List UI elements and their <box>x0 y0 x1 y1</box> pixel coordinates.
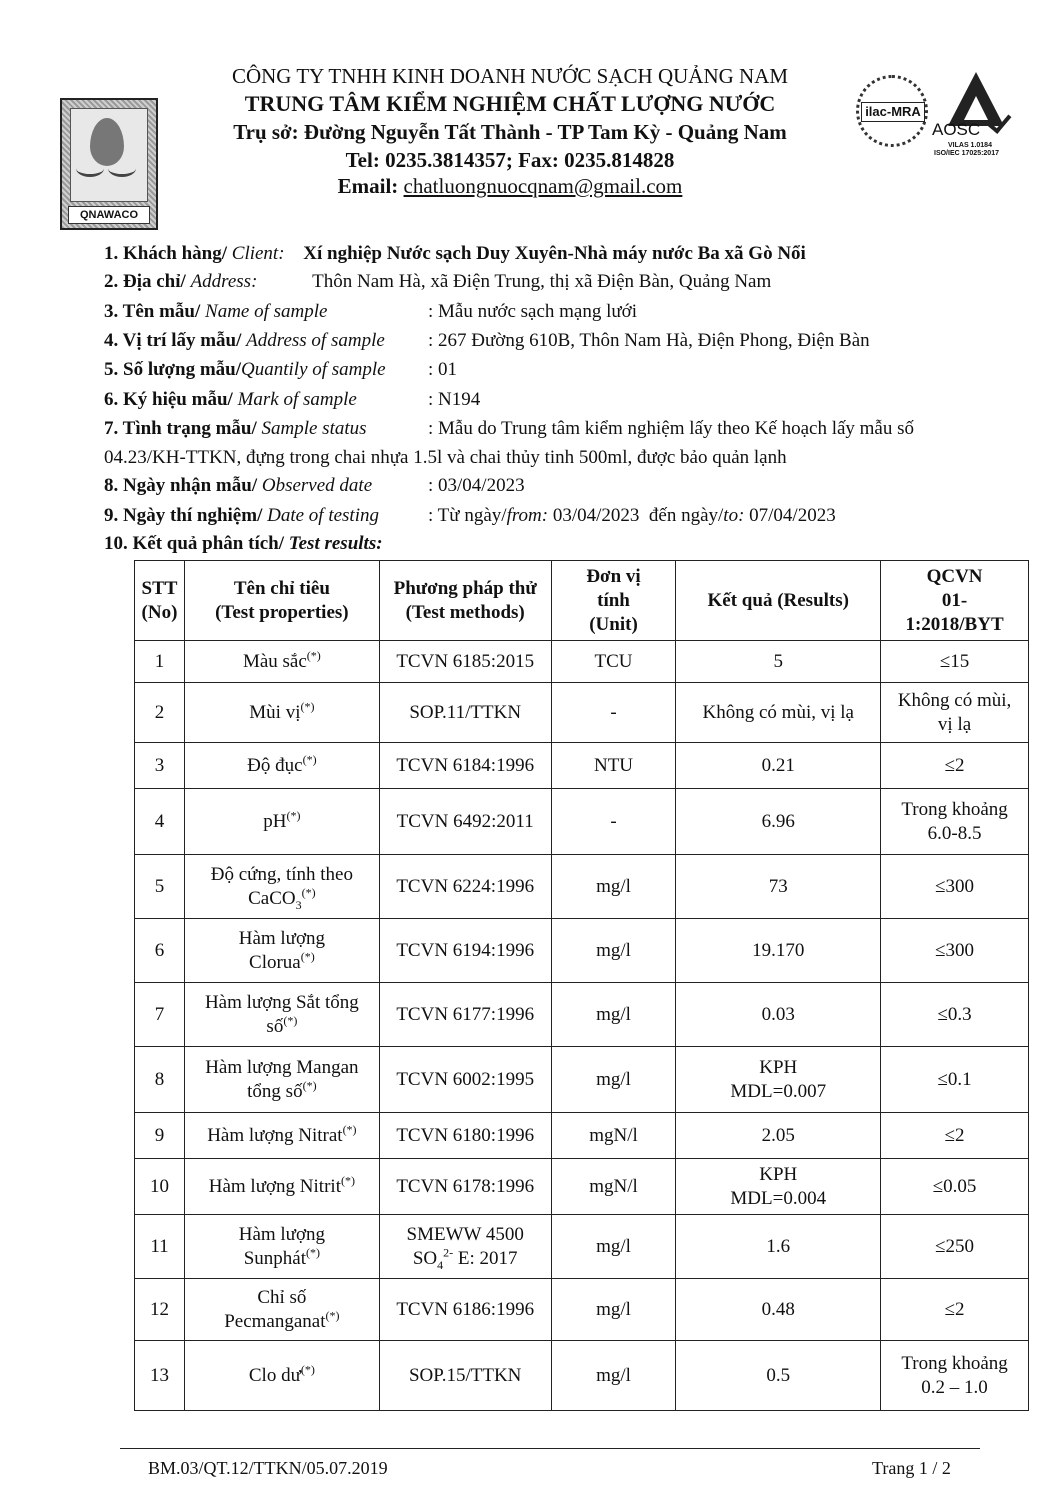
company-name: CÔNG TY TNHH KINH DOANH NƯỚC SẠCH QUẢNG NAM <box>231 64 789 88</box>
aosc-logo <box>930 70 1020 160</box>
table-cell: mgN/l <box>551 1113 676 1159</box>
table-cell: ≤2 <box>881 1279 1029 1341</box>
table-cell: mg/l <box>551 855 676 919</box>
table-cell: 2.05 <box>676 1113 881 1159</box>
table-cell: mg/l <box>551 1279 676 1341</box>
table-cell: Độ đục(*) <box>184 743 379 789</box>
table-cell: TCVN 6002:1995 <box>379 1047 551 1113</box>
company-address: Trụ sở: Đường Nguyễn Tất Thành - TP Tam Kỳ - Quảng Nam <box>233 120 787 144</box>
table-cell: 10 <box>135 1159 185 1215</box>
header-method: Phương pháp thử (Test methods) <box>379 561 551 641</box>
info-quantity: 5. Số lượng mẫu/Quantily of sample <box>104 359 386 380</box>
table-cell: mg/l <box>551 1047 676 1113</box>
table-cell: 1 <box>135 641 185 683</box>
table-cell: Chỉ số Pecmanganat(*) <box>184 1279 379 1341</box>
table-cell: TCVN 6492:2011 <box>379 789 551 855</box>
table-cell: Clo dư(*) <box>184 1341 379 1411</box>
table-header-row <box>135 561 1029 641</box>
table-row <box>135 1341 1029 1411</box>
info-mark: 6. Ký hiệu mẫu/ Mark of sample <box>104 389 357 410</box>
info-sample-location-value: : 267 Đường 610B, Thôn Nam Hà, Điện Phong, Điện Bàn <box>428 330 870 351</box>
table-cell: 5 <box>135 855 185 919</box>
table-cell: - <box>551 683 676 743</box>
table-cell: 73 <box>676 855 881 919</box>
table-cell: TCVN 6186:1996 <box>379 1279 551 1341</box>
table-row <box>135 1113 1029 1159</box>
table-cell: SOP.11/TTKN <box>379 683 551 743</box>
table-cell: KPH MDL=0.007 <box>676 1047 881 1113</box>
table-cell: 9 <box>135 1113 185 1159</box>
table-cell: 1.6 <box>676 1215 881 1279</box>
logo-text: QNAWACO <box>68 206 150 224</box>
table-cell: Màu sắc(*) <box>184 641 379 683</box>
table-cell: mg/l <box>551 1215 676 1279</box>
table-cell: ≤250 <box>881 1215 1029 1279</box>
results-table <box>134 560 1029 1411</box>
info-status: 7. Tình trạng mẫu/ Sample status <box>104 418 367 439</box>
table-cell: ≤2 <box>881 1113 1029 1159</box>
table-cell: ≤2 <box>881 743 1029 789</box>
table-cell: Độ cứng, tính theo CaCO$_3$(*) <box>184 855 379 919</box>
table-cell: 0.03 <box>676 983 881 1047</box>
info-sample-name-value: : Mẫu nước sạch mạng lưới <box>428 301 638 322</box>
table-cell: ≤0.3 <box>881 983 1029 1047</box>
info-testing-date: 9. Ngày thí nghiệm/ Date of testing <box>104 505 379 526</box>
table-cell: ≤15 <box>881 641 1029 683</box>
iso-standard: ISO/IEC 17025:2017 <box>934 150 999 157</box>
table-cell: Hàm lượng Sắt tổng số(*) <box>184 983 379 1047</box>
table-row <box>135 1215 1029 1279</box>
table-cell: ≤300 <box>881 855 1029 919</box>
table-cell: Hàm lượng Clorua(*) <box>184 919 379 983</box>
table-cell: 6 <box>135 919 185 983</box>
ilac-logo-text: ilac-MRA <box>861 102 925 122</box>
table-cell: SOP.15/TTKN <box>379 1341 551 1411</box>
table-cell: - <box>551 789 676 855</box>
table-cell: Mùi vị(*) <box>184 683 379 743</box>
table-cell: ≤300 <box>881 919 1029 983</box>
header-stt: STT (No) <box>135 561 185 641</box>
table-cell: TCU <box>551 641 676 683</box>
table-cell: Hàm lượng Mangan tổng số(*) <box>184 1047 379 1113</box>
table-row <box>135 983 1029 1047</box>
table-cell: 11 <box>135 1215 185 1279</box>
info-mark-value: : N194 <box>428 389 481 410</box>
info-quantity-value: : 01 <box>428 359 458 380</box>
info-observed-date: 8. Ngày nhận mẫu/ Observed date <box>104 475 373 496</box>
info-results-heading: 10. Kết quả phân tích/ Test results: <box>104 533 383 554</box>
info-status-value: : Mẫu do Trung tâm kiểm nghiệm lấy theo Kế hoạch lấy mẫu số <box>428 418 915 439</box>
table-row <box>135 743 1029 789</box>
table-row <box>135 919 1029 983</box>
info-client: 1. Khách hàng/ Client: Xí nghiệp Nước sạch Duy Xuyên-Nhà máy nước Ba xã Gò Nổi <box>104 243 806 264</box>
table-row <box>135 1279 1029 1341</box>
ilac-mra-logo <box>856 75 928 147</box>
vilas-number: VILAS 1.0184 <box>948 142 992 149</box>
footer-divider <box>120 1448 980 1449</box>
table-cell: KPH MDL=0.004 <box>676 1159 881 1215</box>
table-cell: 5 <box>676 641 881 683</box>
table-cell: 3 <box>135 743 185 789</box>
info-address: 2. Địa chỉ/ Address: Thôn Nam Hà, xã Điện Trung, thị xã Điện Bàn, Quảng Nam <box>104 271 772 292</box>
table-cell: ≤0.05 <box>881 1159 1029 1215</box>
table-cell: pH(*) <box>184 789 379 855</box>
table-cell: ≤0.1 <box>881 1047 1029 1113</box>
form-code: BM.03/QT.12/TTKN/05.07.2019 <box>148 1458 388 1478</box>
table-cell: 0.21 <box>676 743 881 789</box>
table-cell: mg/l <box>551 1341 676 1411</box>
table-row <box>135 789 1029 855</box>
table-row <box>135 1047 1029 1113</box>
table-cell: mg/l <box>551 919 676 983</box>
table-cell: 6.96 <box>676 789 881 855</box>
table-cell: 0.48 <box>676 1279 881 1341</box>
table-cell: Trong khoảng 0.2 – 1.0 <box>881 1341 1029 1411</box>
header-unit: Đơn vị tính (Unit) <box>551 561 676 641</box>
table-row <box>135 641 1029 683</box>
table-cell: Trong khoảng 6.0-8.5 <box>881 789 1029 855</box>
table-cell: 12 <box>135 1279 185 1341</box>
info-sample-name: 3. Tên mẫu/ Name of sample <box>104 301 328 322</box>
table-cell: Không có mùi, vị lạ <box>881 683 1029 743</box>
table-cell: SMEWW 4500 $SO_4^{2-}$ E: 2017 <box>379 1215 551 1279</box>
info-sample-location: 4. Vị trí lấy mẫu/ Address of sample <box>104 330 385 351</box>
header-result: Kết quả (Results) <box>676 561 881 641</box>
table-cell: TCVN 6178:1996 <box>379 1159 551 1215</box>
table-cell: 4 <box>135 789 185 855</box>
header-property: Tên chỉ tiêu (Test properties) <box>184 561 379 641</box>
table-cell: 19.170 <box>676 919 881 983</box>
aosc-logo-text: AOSC <box>932 120 981 139</box>
table-cell: 0.5 <box>676 1341 881 1411</box>
table-row <box>135 1159 1029 1215</box>
table-cell: TCVN 6185:2015 <box>379 641 551 683</box>
table-cell: Hàm lượng Nitrit(*) <box>184 1159 379 1215</box>
table-cell: Không có mùi, vị lạ <box>676 683 881 743</box>
table-cell: mgN/l <box>551 1159 676 1215</box>
table-cell: TCVN 6194:1996 <box>379 919 551 983</box>
table-cell: TCVN 6180:1996 <box>379 1113 551 1159</box>
table-cell: 13 <box>135 1341 185 1411</box>
table-cell: 7 <box>135 983 185 1047</box>
info-testing-date-value: : Từ ngày/from: 03/04/2023 đến ngày/to: 07/04/2023 <box>428 505 836 526</box>
page-number: Trang 1 / 2 <box>872 1458 951 1478</box>
table-cell: Hàm lượng Sunphát(*) <box>184 1215 379 1279</box>
table-cell: 8 <box>135 1047 185 1113</box>
table-cell: TCVN 6177:1996 <box>379 983 551 1047</box>
table-cell: 2 <box>135 683 185 743</box>
table-row <box>135 683 1029 743</box>
header-qcvn: QCVN 01- 1:2018/BYT <box>881 561 1029 641</box>
info-observed-date-value: : 03/04/2023 <box>428 475 525 496</box>
table-cell: NTU <box>551 743 676 789</box>
company-email-line <box>150 172 870 200</box>
email-label: Email: <box>337 174 399 198</box>
table-cell: TCVN 6184:1996 <box>379 743 551 789</box>
center-name: TRUNG TÂM KIỂM NGHIỆM CHẤT LƯỢNG NƯỚC <box>244 91 776 116</box>
table-cell: TCVN 6224:1996 <box>379 855 551 919</box>
table-row <box>135 855 1029 919</box>
info-status-value-2: 04.23/KH-TTKN, đựng trong chai nhựa 1.5l và chai thủy tinh 500ml, được bảo quản lạnh <box>104 447 787 468</box>
company-phone: Tel: 0235.3814357; Fax: 0235.814828 <box>345 148 675 172</box>
table-cell: Hàm lượng Nitrat(*) <box>184 1113 379 1159</box>
table-cell: mg/l <box>551 983 676 1047</box>
company-logo <box>60 98 158 230</box>
email-link[interactable]: chatluongnuocqnam@gmail.com <box>403 174 683 198</box>
